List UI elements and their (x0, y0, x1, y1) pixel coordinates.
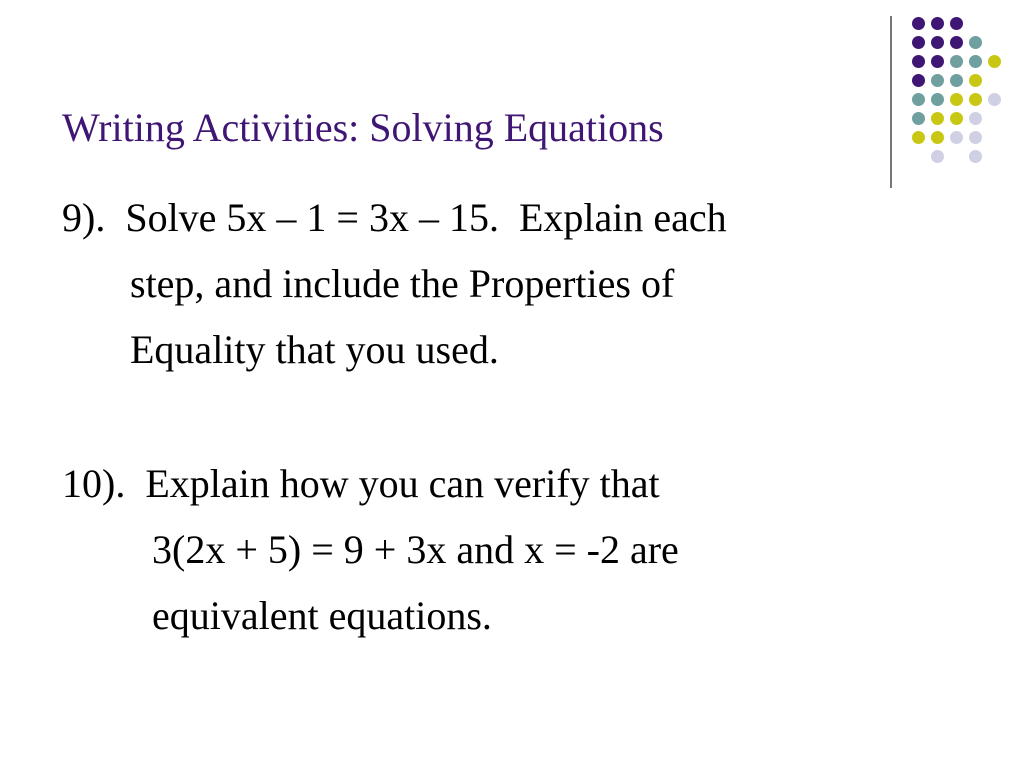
dot (931, 17, 944, 30)
dot (912, 112, 925, 125)
dot (950, 112, 963, 125)
dot (950, 74, 963, 87)
dot (969, 55, 982, 68)
slide-title: Writing Activities: Solving Equations (62, 105, 664, 150)
dot (931, 93, 944, 106)
dot (969, 112, 982, 125)
dot (950, 55, 963, 68)
dot (931, 55, 944, 68)
dot (969, 93, 982, 106)
item-10-line-1: 10). Explain how you can verify that (62, 461, 660, 506)
dot (931, 150, 944, 163)
dot (912, 55, 925, 68)
dot (969, 74, 982, 87)
dot (931, 74, 944, 87)
dot (912, 131, 925, 144)
dot (931, 131, 944, 144)
dot (969, 150, 982, 163)
divider-line (890, 16, 892, 188)
dot (988, 93, 1001, 106)
dot (912, 36, 925, 49)
dot (950, 17, 963, 30)
dot (912, 74, 925, 87)
dot (969, 36, 982, 49)
dot (931, 36, 944, 49)
dot (950, 131, 963, 144)
item-9-line-2: step, and include the Properties of (130, 261, 675, 306)
dot (931, 112, 944, 125)
dot (988, 55, 1001, 68)
dot (912, 17, 925, 30)
dot (912, 93, 925, 106)
dot (969, 131, 982, 144)
item-10-line-3: equivalent equations. (152, 593, 492, 638)
item-9-line-1: 9). Solve 5x – 1 = 3x – 15. Explain each (62, 195, 727, 240)
item-10-line-2: 3(2x + 5) = 9 + 3x and x = -2 are (152, 527, 679, 572)
item-9-line-3: Equality that you used. (130, 327, 499, 372)
dot (950, 36, 963, 49)
dot (950, 93, 963, 106)
